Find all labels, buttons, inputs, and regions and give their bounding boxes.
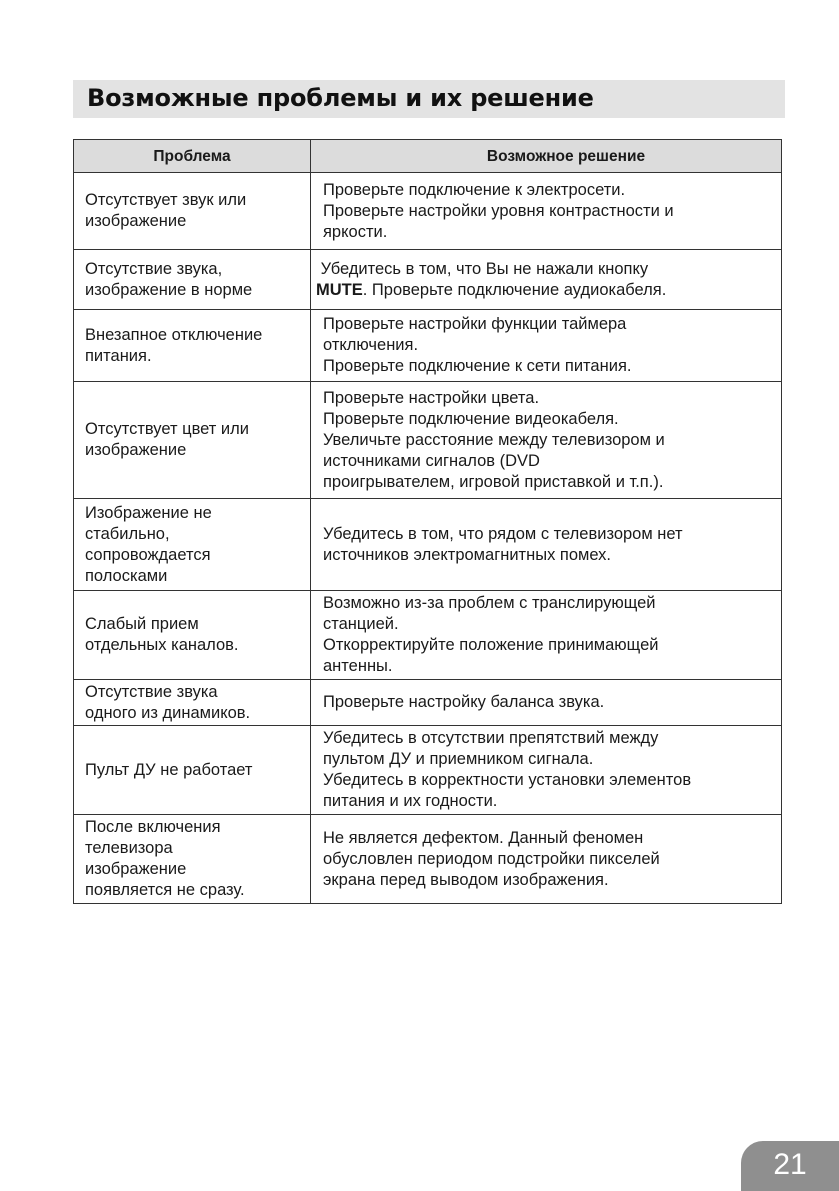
- solution-cell: [311, 499, 782, 591]
- header-problem: Проблема: [74, 140, 311, 173]
- table-row: [74, 499, 782, 591]
- solution-cell: [311, 250, 782, 310]
- solution-line: питания и их годности.: [323, 792, 498, 810]
- problem-line: сопровождается: [85, 545, 211, 564]
- header-solution: Возможное решение: [311, 140, 782, 173]
- solution-line: отключения.: [323, 336, 419, 354]
- problem-cell: [74, 499, 311, 591]
- problem-cell: [74, 591, 311, 680]
- page-number: 21: [773, 1148, 807, 1181]
- solution-cell: [311, 680, 782, 726]
- solution-line: Проверьте подключение видеокабеля.: [323, 409, 619, 428]
- solution-line: Убедитесь в отсутствии препятствий между: [323, 729, 659, 747]
- solution-line: яркости.: [323, 222, 388, 241]
- mute-keyword: MUTE: [316, 280, 363, 299]
- troubleshooting-table: [73, 139, 782, 904]
- solution-cell: [311, 310, 782, 382]
- solution-line: Проверьте настройки цвета.: [323, 388, 540, 407]
- solution-line: экрана перед выводом изображения.: [323, 870, 609, 889]
- table-row: [74, 726, 782, 815]
- solution-line: Убедитесь в том, что рядом с телевизором нет: [323, 524, 683, 543]
- solution-line: источников электромагнитных помех.: [323, 545, 612, 564]
- page-title: Возможные проблемы и их решение: [87, 84, 594, 112]
- solution-cell: [311, 815, 782, 904]
- table-row: [74, 250, 782, 310]
- solution-line: Проверьте настройку баланса звука.: [323, 693, 605, 711]
- solution-cell: [311, 173, 782, 250]
- problem-line: отдельных каналов.: [85, 636, 239, 654]
- solution-line: Проверьте настройки уровня контрастности и: [323, 201, 674, 220]
- problem-line: Отсутствует цвет или: [85, 420, 249, 438]
- solution-line: станцией.: [323, 615, 399, 633]
- problem-line: Пульт ДУ не работает: [85, 760, 253, 779]
- solution-line: Откорректируйте положение принимающей: [323, 636, 659, 654]
- problem-line: Внезапное отключение: [85, 325, 263, 344]
- solution-cell: [311, 382, 782, 499]
- problem-line: изображение в норме: [85, 280, 253, 299]
- problem-line: Отсутствует звук или: [85, 191, 247, 209]
- problem-line: После включения: [85, 818, 221, 836]
- problem-line: изображение: [85, 860, 187, 878]
- problem-line: полосками: [85, 566, 168, 585]
- table-row: [74, 815, 782, 904]
- problem-line: одного из динамиков.: [85, 703, 251, 722]
- title-bar: [73, 80, 785, 118]
- problem-line: изображение: [85, 441, 187, 459]
- solution-line: [315, 280, 773, 301]
- solution-line: обусловлен периодом подстройки пикселей: [323, 849, 660, 868]
- problem-cell: [74, 382, 311, 499]
- table-header-row: [74, 140, 782, 173]
- solution-line: Не является дефектом. Данный феномен: [323, 828, 644, 847]
- solution-line: Проверьте настройки функции таймера: [323, 315, 627, 333]
- problem-line: стабильно,: [85, 524, 170, 543]
- problem-line: питания.: [85, 346, 152, 365]
- solution-line: Убедитесь в том, что Вы не нажали кнопку: [316, 259, 649, 278]
- page-number-tab: [741, 1141, 839, 1191]
- solution-cell: [311, 591, 782, 680]
- table-row: [74, 591, 782, 680]
- solution-line: Убедитесь в корректности установки элементов: [323, 771, 692, 789]
- table-row: [74, 680, 782, 726]
- problem-cell: [74, 726, 311, 815]
- solution-line: Увеличьте расстояние между телевизором и: [323, 430, 665, 449]
- solution-line: проигрывателем, игровой приставкой и т.п.).: [323, 472, 664, 491]
- problem-cell: [74, 173, 311, 250]
- problem-cell: [74, 680, 311, 726]
- solution-line: источниками сигналов (DVD: [323, 451, 540, 470]
- problem-cell: [74, 250, 311, 310]
- table-row: [74, 310, 782, 382]
- solution-line-rest: . Проверьте подключение аудиокабеля.: [362, 280, 667, 299]
- solution-cell: [311, 726, 782, 815]
- problem-line: Изображение не: [85, 503, 212, 522]
- solution-line: пультом ДУ и приемником сигнала.: [323, 750, 594, 768]
- problem-line: Отсутствие звука: [85, 682, 218, 701]
- table-row: [74, 173, 782, 250]
- table-row: [74, 382, 782, 499]
- solution-line: Возможно из-за проблем с транслирующей: [323, 594, 656, 612]
- problem-line: телевизора: [85, 839, 173, 857]
- problem-cell: [74, 310, 311, 382]
- problem-line: появляется не сразу.: [85, 881, 245, 899]
- problem-cell: [74, 815, 311, 904]
- solution-line: Проверьте подключение к электросети.: [323, 180, 626, 199]
- problem-line: Отсутствие звука,: [85, 259, 223, 278]
- solution-line: антенны.: [323, 657, 393, 675]
- problem-line: изображение: [85, 212, 187, 230]
- solution-line: Проверьте подключение к сети питания.: [323, 357, 632, 375]
- problem-line: Слабый прием: [85, 615, 199, 633]
